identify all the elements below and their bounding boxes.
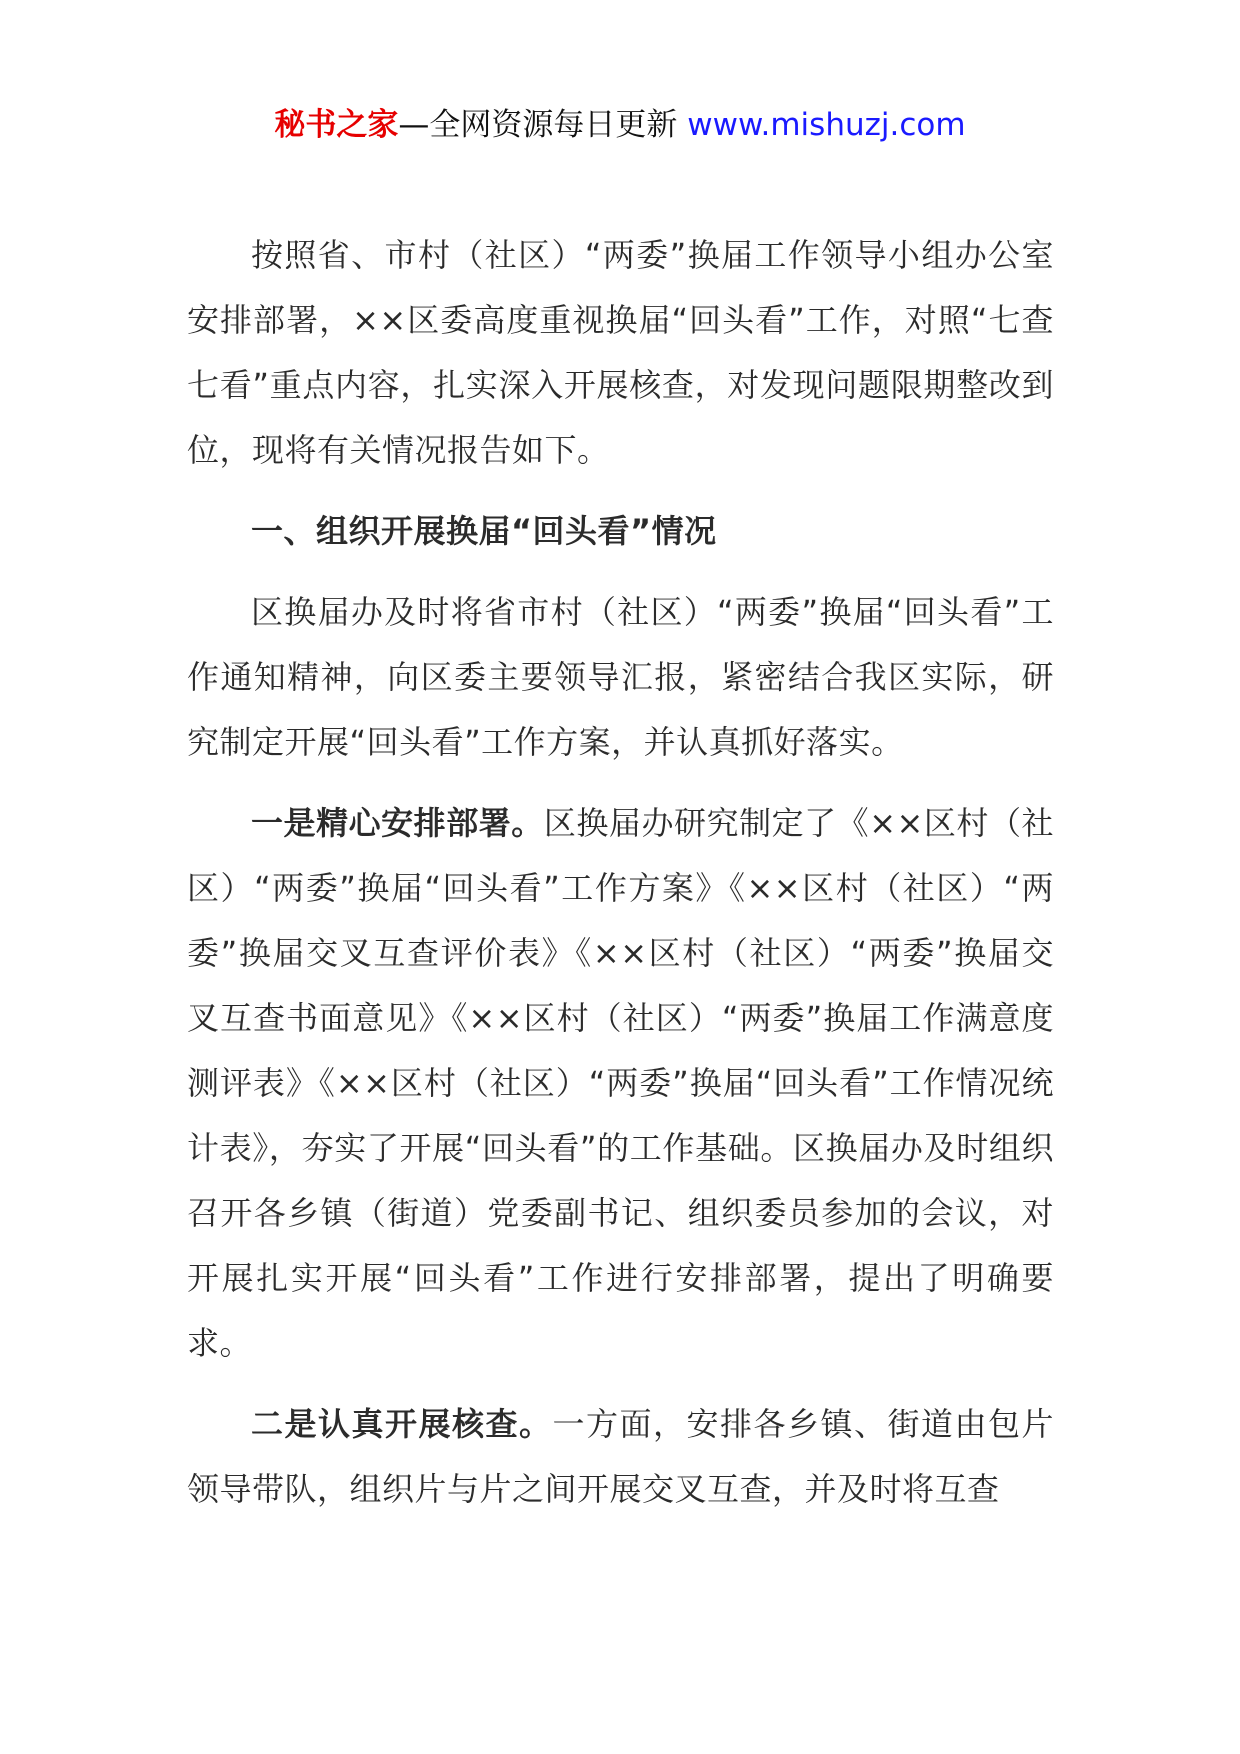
document-body — [187, 223, 1054, 1538]
page-header — [0, 100, 1240, 150]
point-paragraph-2 — [187, 1392, 1054, 1522]
point-body-2: 一方面，安排各乡镇、街道由包片领导带队，组织片与片之间开展交叉互查，并及时将互查 — [187, 1405, 1054, 1508]
header-slogan: —全网资源每日更新 — [398, 107, 688, 143]
section-paragraph: 区换届办及时将省市村（社区）“两委”换届“回头看”工作通知精神，向区委主要领导汇报，紧密结合我区实际，研究制定开展“回头看”工作方案，并认真抓好落实。 — [187, 593, 1054, 761]
point-paragraph-1 — [187, 791, 1054, 1376]
intro-paragraph: 按照省、市村（社区）“两委”换届工作领导小组办公室安排部署，××区委高度重视换届“回头看”工作，对照“七查七看”重点内容，扎实深入开展核查，对发现问题限期整改到位，现将有关情况报告如下。 — [187, 236, 1054, 469]
point-lead-2: 二是认真开展核查。 — [251, 1405, 553, 1443]
section-heading: 一、组织开展换届“回头看”情况 — [251, 512, 717, 550]
point-lead-1: 一是精心安排部署。 — [251, 804, 544, 842]
header-url-link[interactable]: www.mishuzj.com — [687, 107, 966, 143]
brand-name: 秘书之家 — [274, 107, 399, 143]
point-body-1: 区换届办研究制定了《××区村（社区）“两委”换届“回头看”工作方案》《××区村（社区）“两委”换届交叉互查评价表》《××区村（社区）“两委”换届交叉互查书面意见》《××区村（社区）“两委”换届工作满意度测评表》《××区村（社区）“两委”换届“回头看”工作情况统计表》，夯实了开展“回头看”的工作基础。区换届办及时组织召开各乡镇（街道）党委副书记、组织委员参加的会议，对开展扎实开展“回头看”工作进行安排部署，提出了明确要求。 — [187, 804, 1054, 1362]
